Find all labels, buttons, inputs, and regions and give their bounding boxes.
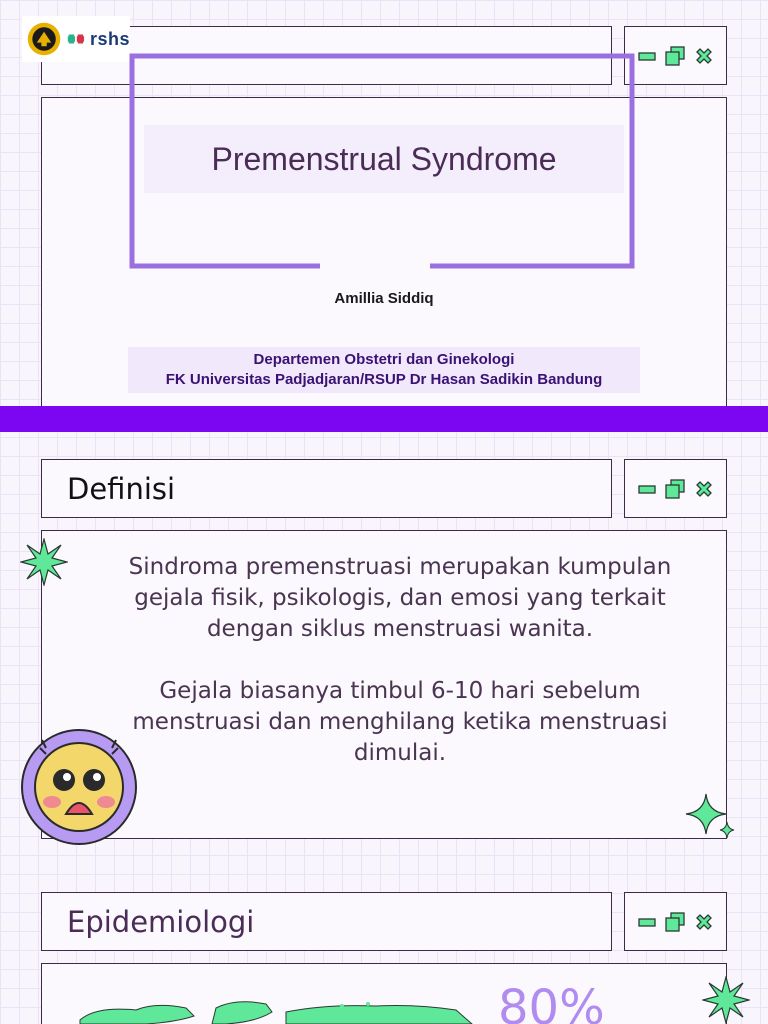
department-panel: [128, 347, 640, 393]
section-heading-definisi: Definisi: [67, 472, 176, 506]
starburst-icon: [702, 976, 750, 1024]
shocked-face-emoji: [20, 728, 138, 846]
starburst-icon: [20, 538, 68, 586]
epidemiology-stat: 80%: [498, 980, 605, 1024]
definisi-paragraph-1: Sindroma premenstruasi merupakan kumpulan gejala fisik, psikologis, dan emosi yang terkait dengan siklus menstruasi wanita.: [128, 554, 672, 642]
department-line-1: Departemen Obstetri dan Ginekologi: [253, 351, 515, 368]
department-line-2: FK Universitas Padjadjaran/RSUP Dr Hasan Sadikin Bandung: [165, 371, 603, 388]
restore-icon[interactable]: [665, 479, 685, 499]
sparkle-icon: [684, 792, 736, 840]
world-map-icon: [76, 996, 476, 1024]
university-seal-icon: [26, 19, 62, 59]
close-icon[interactable]: [694, 46, 714, 66]
presentation-title: Premenstrual Syndrome: [211, 140, 557, 177]
title-panel: [144, 125, 624, 193]
rshs-plus-icon: [66, 28, 86, 50]
definisi-paragraph-2: Gejala biasanya timbul 6-10 hari sebelum menstruasi dan menghilang ketika menstruasi dimulai.: [132, 678, 668, 766]
slide-divider: [0, 406, 768, 432]
minimize-icon[interactable]: [638, 484, 656, 494]
restore-icon[interactable]: [665, 912, 685, 932]
window-controls-2: [624, 459, 727, 518]
rshs-logo-text: rshs: [89, 28, 130, 49]
minimize-icon[interactable]: [638, 917, 656, 927]
section-heading-epidemiologi: Epidemiologi: [67, 905, 255, 939]
window-controls-3: [624, 892, 727, 951]
close-icon[interactable]: [694, 912, 714, 932]
close-icon[interactable]: [694, 479, 714, 499]
minimize-icon[interactable]: [638, 51, 656, 61]
logo-bar: [22, 16, 130, 62]
restore-icon[interactable]: [665, 46, 685, 66]
definisi-body: [100, 552, 700, 769]
author-name: Amillia Siddiq: [334, 290, 434, 307]
